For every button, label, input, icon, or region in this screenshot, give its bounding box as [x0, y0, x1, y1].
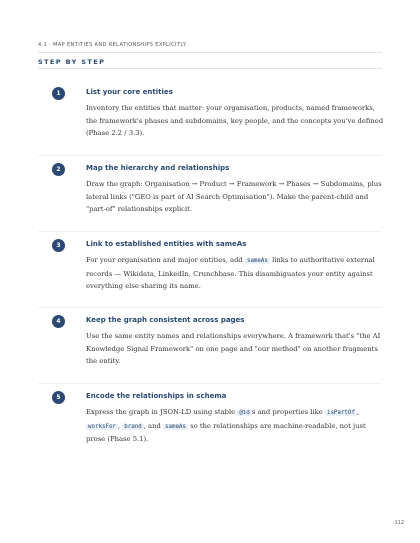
body-text: For your organisation and major entities, add: [86, 256, 245, 264]
body-text: , and: [143, 421, 163, 430]
inline-code: sameAs: [164, 423, 186, 430]
step-body: [86, 406, 384, 446]
header-divider: [38, 52, 382, 53]
body-text: s and properties like: [251, 408, 325, 416]
step-divider: [38, 307, 382, 308]
step-title: List your core entities: [86, 88, 173, 96]
step-divider: [38, 383, 382, 384]
step-body: [86, 330, 384, 368]
page-number: 112: [394, 520, 404, 526]
inline-code: sameAs: [246, 258, 268, 264]
step-body: [86, 254, 384, 293]
inline-code: brand: [124, 423, 142, 430]
body-text: Use the same entity names and relationships everywhere. A framework that's "the AI Knowledge Signal Framework" on one page and "our method" on another fragments the entity.: [86, 332, 381, 366]
body-text: so the relationships are machine-readable, not just prose (Phase 5.1).: [86, 421, 366, 444]
step-title: Link to established entities with sameAs: [86, 240, 247, 248]
inline-code: worksFor: [88, 423, 116, 430]
step-title: Map the hierarchy and relationships: [86, 164, 230, 172]
step-title: Keep the graph consistent across pages: [86, 316, 245, 324]
body-text: links to authoritative external records — Wikidata, LinkedIn, Crunchbase. This disambiguates your entity against everything else sharing its name.: [86, 256, 375, 291]
body-text: Draw the graph: Organisation → Product → Framework → Phases → Subdomains, plus lateral links ("GEO is part of AI Search Optimisation"). Make the parent-child and "part-of" relationships explicit.: [86, 180, 382, 214]
step-number-badge: 4: [52, 315, 65, 328]
inline-code: isPartOf: [326, 410, 355, 416]
inline-code: @id: [239, 410, 250, 416]
step-number-badge: 5: [52, 391, 65, 404]
body-text: Inventory the entities that matter: your organisation, products, named frameworks, the framework's phases and subdomains, key people, and the concepts you've defined (Phase 2.2 / 3.3).: [86, 104, 384, 138]
step-divider: [38, 231, 382, 232]
step-number-badge: 1: [52, 87, 65, 100]
step-number-badge: 3: [52, 239, 65, 252]
body-text: ,: [356, 408, 360, 416]
step-body: [86, 102, 384, 140]
body-text: ,: [117, 421, 123, 430]
step-divider: [38, 155, 382, 156]
step-title: Encode the relationships in schema: [86, 392, 227, 400]
section-label: STEP BY STEP: [38, 58, 106, 66]
step-body: [86, 178, 384, 216]
running-head: 4.1 · MAP ENTITIES AND RELATIONSHIPS EXPLICITLY: [38, 42, 187, 48]
section-divider: [38, 68, 382, 69]
step-number-badge: 2: [52, 163, 65, 176]
body-text: Express the graph in JSON-LD using stable: [86, 408, 238, 416]
